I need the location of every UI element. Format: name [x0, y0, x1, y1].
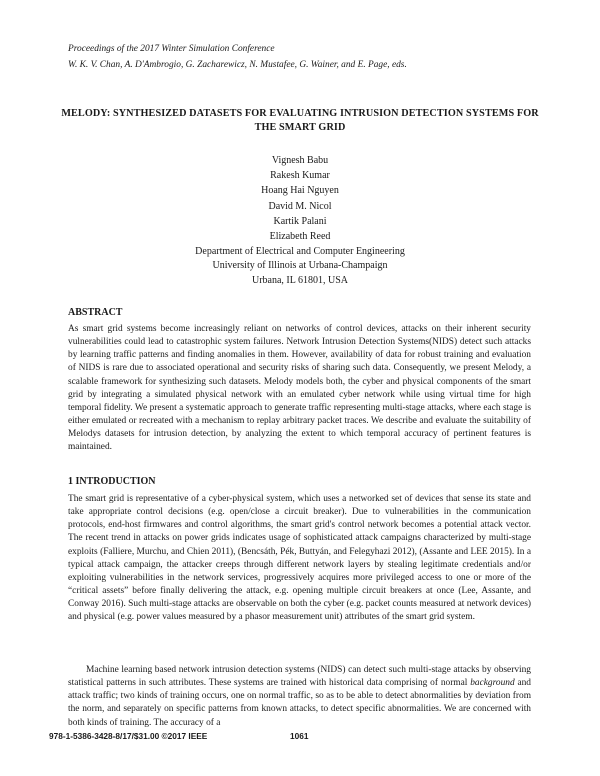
author-name: Elizabeth Reed	[269, 231, 331, 243]
author-name: Kartik Palani	[273, 215, 327, 227]
abstract-heading: ABSTRACT	[68, 307, 123, 318]
introduction-paragraph-1: The smart grid is representative of a cyber-physical system, which uses a networked set of devices that sense its state and take appropriate control decisions (e.g. open/close a circuit breaker). Due to vulnerabilities in the communication protocols, end-host firmwares and control algorithms, the smart grid's control network becomes a potential attack vector. The recent trend in attacks on power grids indicates usage of sophisticated attack campaigns characterized by multi-stage exploits (Falliere, Murchu, and Chien 2011), (Bencsáth, Pék, Buttyán, and Felegyhazi 2012), (Assante and LEE 2015). In a typical attack campaign, the attacker creeps through different network layers by stealing legitimate credentials and/or exploiting vulnerabilities in the network services, progressively acquires more privileged access to one or more of the “critical assets” before finally delivering the attack, e.g. opening multiple circuit breakers at once (Lee, Assante, and Conway 2016). Such multi-stage attacks are observable on both the cyber (e.g. packet counts measured at network devices) and physical (e.g. power values measured by a phasor measurement unit) attributes of the smart grid system.	[68, 494, 531, 623]
abstract-text: As smart grid systems become increasingly reliant on networks of control devices, attacks on their inherent security vulnerabilities could lead to catastrophic system failures. Network Intrusion Detection Systems(NIDS) detect such attacks by learning traffic patterns and finding anomalies in them. However, availability of data for robust training and evaluation of NIDS is rare due to associated operational and security risks of sharing such data. Consequently, we present Melody, a scalable framework for synthesizing such datasets. Melody models both, the cyber and physical components of the smart grid by integrating a simulated physical network with an emulated cyber network while using virtual time for high temporal fidelity. We present a systematic approach to generate traffic representing multi-stage attacks, where each stage is either emulated or recreated with a mechanism to replay arbitrary packet traces. We describe and evaluate the suitability of Melodys datasets for intrusion detection, by analyzing the extent to which temporal accuracy of pertinent features is maintained.	[68, 324, 531, 453]
author-list	[0, 153, 600, 244]
paragraph-text: and attack traffic; two kinds of training occurs, one on normal traffic, so as to be able to detect abnormalities by deviation from the norm, and separately on specific patterns from known attacks, to detect specific abnormalities. We are concerned with both kinds of training. The accuracy of a	[68, 678, 531, 728]
author-name: Rakesh Kumar	[270, 170, 330, 182]
page-number: 1061	[290, 731, 309, 741]
paper-title: MELODY: SYNTHESIZED DATASETS FOR EVALUATING INTRUSION DETECTION SYSTEMS FOR THE SMART GRID	[61, 108, 539, 133]
author-name: Vignesh Babu	[271, 155, 329, 166]
affiliation-university: University of Illinois at Urbana-Champaign	[212, 260, 388, 272]
introduction-heading: 1 INTRODUCTION	[68, 476, 156, 487]
proceedings-line: Proceedings of the 2017 Winter Simulation Conference	[68, 44, 275, 54]
affiliation-address: Urbana, IL 61801, USA	[251, 274, 348, 286]
author-name: David M. Nicol	[268, 200, 332, 212]
emphasized-term: background	[470, 678, 515, 689]
author-name: Hoang Hai Nguyen	[261, 185, 339, 197]
editors-line: W. K. V. Chan, A. D'Ambrogio, G. Zacharewicz, N. Mustafee, G. Wainer, and E. Page, eds.	[68, 60, 407, 70]
affiliation-department: Department of Electrical and Computer Engineering	[195, 246, 405, 257]
footer-isbn: 978-1-5386-3428-8/17/$31.00 ©2017 IEEE	[49, 731, 208, 741]
introduction-paragraph-2	[68, 664, 531, 730]
affiliation	[0, 245, 600, 288]
paragraph-text: Machine learning based network intrusion detection systems (NIDS) can detect such multi-stage attacks by observing statistical patterns in such attributes. These systems are trained with historical data comprising of normal	[68, 665, 531, 689]
